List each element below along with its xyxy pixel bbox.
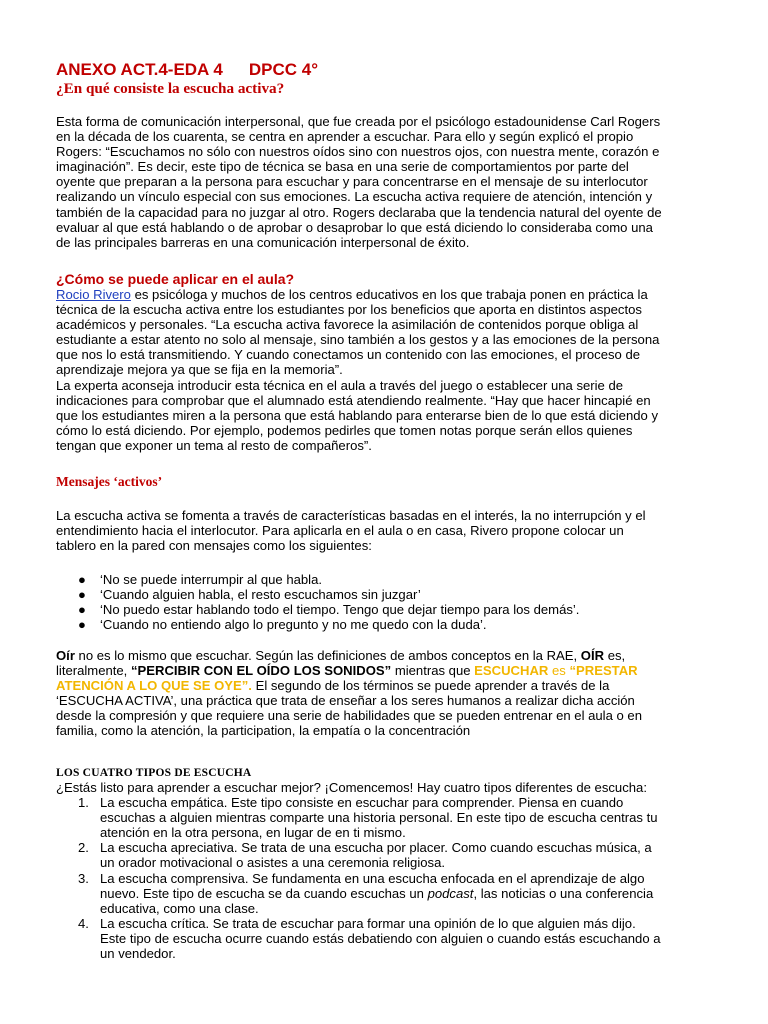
- text-span: literalmente,: [56, 663, 131, 679]
- text-line: oyente que preparan a la persona para escuchar y para concentrarse en el mensaje de su interlocutor: [56, 174, 648, 190]
- definition-oir: “PERCIBIR CON EL OÍDO LOS SONIDOS”: [130, 663, 392, 679]
- list-number: 2.: [78, 840, 89, 856]
- text-span: no es lo mismo que escuchar. Según las definiciones de ambos conceptos en la RAE,: [74, 648, 581, 663]
- text-line: familia, como la atención, la participation, la empatía o la concentración: [56, 723, 471, 739]
- text-line: que nos lo está transmitiendo. Y cuando conectamos un contenido con las emociones, el proceso de: [56, 347, 641, 363]
- list-item-text: [100, 886, 716, 901]
- list-item: [56, 587, 716, 602]
- list-item-text: Este tipo de escucha ocurre cuando estás debatiendo con alguien o cuando estás escuchando a: [100, 930, 661, 946]
- list-item-text: ‘No se puede interrumpir al que habla.: [100, 572, 322, 587]
- title-left: ANEXO ACT.4-EDA 4: [56, 60, 223, 79]
- text-line: académicos y personales. “La escucha activa favorece la asimilación de contenidos porque obliga al: [56, 317, 639, 333]
- text-span: mientras que: [391, 663, 475, 679]
- list-item-text: La escucha apreciativa. Se trata de una escucha por placer. Como cuando escuchas música, a: [100, 840, 652, 856]
- word-escuchar: ESCUCHAR: [474, 663, 549, 679]
- intro-paragraph: [56, 114, 716, 250]
- mensajes-section: [56, 474, 716, 490]
- list-item-text: La escucha empática. Este tipo consiste en escuchar para comprender. Piensa en cuando: [100, 795, 624, 811]
- text-line: Esta forma de comunicación interpersonal, que fue creada por el psicólogo estadounidense Carl Rogers: [56, 114, 661, 129]
- document-title: [56, 60, 318, 80]
- text-span: , las noticias o una conferencia: [473, 885, 654, 901]
- list-number: 1.: [78, 795, 89, 811]
- text-line: imaginación”. Es decir, este tipo de técnica se basa en una serie de comportamientos por parte del: [56, 159, 629, 175]
- text-line: que los estudiantes miren a la persona que está hablando para enterarse bien de lo que está diciendo y: [56, 407, 658, 423]
- list-item-text: educativa, como una clase.: [100, 900, 259, 916]
- text-line: aprendizaje mejora ya que se fija en la memoria”.: [56, 362, 343, 378]
- text-line: realizando un vínculo especial con sus emociones. La escucha activa requiere de atención, intención y: [56, 189, 653, 205]
- list-item-text: La escucha comprensiva. Se fundamenta en una escucha enfocada en el aprendizaje de algo: [100, 870, 645, 886]
- list-item-text: La escucha crítica. Se trata de escuchar para formar una opinión de lo que alguien más dijo.: [100, 915, 636, 931]
- list-item-text: un vendedor.: [100, 946, 176, 962]
- text-line: ¿Estás listo para aprender a escuchar mejor? ¡Comencemos! Hay cuatro tipos diferentes de escucha:: [56, 780, 647, 795]
- definition-escuchar-part1: “PRESTAR: [569, 663, 638, 679]
- text-line: desde la compresión y que requiere una serie de habilidades que se pueden entrenar en el aula o en: [56, 708, 642, 724]
- list-item: [56, 871, 716, 916]
- text-span: es psicóloga y muchos de los centros educativos en los que trabaja ponen en práctica la: [130, 287, 648, 302]
- list-item-text: ‘No puedo estar hablando todo el tiempo. Tengo que dejar tiempo para los demás’.: [100, 602, 580, 618]
- section-heading-tipos: LOS CUATRO TIPOS DE ESCUCHA: [56, 767, 252, 779]
- list-item: [56, 840, 716, 870]
- list-item: [56, 602, 716, 617]
- list-item: [56, 572, 716, 587]
- word-oir-caps: OÍR: [580, 648, 605, 663]
- list-item-text: ‘Cuando alguien habla, el resto escuchamos sin juzgar’: [100, 587, 421, 603]
- text-line: Rogers: “Escuchamos no sólo con nuestros oídos sino con nuestros ojos, con nuestra mente, corazón e: [56, 144, 660, 160]
- list-item: [56, 916, 716, 961]
- list-item-text: escuchas a alguien mientras comparte una historia personal. En este tipo de escucha centras tu: [100, 810, 658, 826]
- mensajes-paragraph: [56, 508, 716, 553]
- text-line: [56, 648, 716, 663]
- definition-escuchar-part2: ATENCIÓN A LO QUE SE OYE”.: [56, 678, 252, 694]
- list-item-text: ‘Cuando no entiendo algo lo pregunto y no me quedo con la duda’.: [100, 617, 487, 633]
- list-item-text: atención en la otra persona, en lugar de en ti mismo.: [100, 825, 406, 841]
- text-line: cómo lo está diciendo. Por ejemplo, podemos pedirles que tomen notas porque serán ellos quienes: [56, 422, 633, 438]
- text-line: estudiante a estar atento no solo al mensaje, sino también a los gestos y a las emociones de la persona: [56, 332, 660, 348]
- list-item-text: un orador motivacional o asistes a una ceremonia religiosa.: [100, 855, 445, 871]
- text-line: La escucha activa se fomenta a través de características basadas en el interés, la no interrupción y el: [56, 508, 646, 523]
- text-line: entendimiento hacia el interlocutor. Para aplicarla en el aula o en casa, Rivero propone colocar un: [56, 523, 624, 539]
- tipos-numbered-list: [56, 795, 716, 961]
- text-line: técnica de la escucha activa entre los estudiantes por los beneficios que aporta en distintos aspectos: [56, 302, 642, 318]
- text-span: nuevo. Este tipo de escucha se da cuando escuchas un: [100, 885, 428, 901]
- word-oir: Oír: [56, 648, 75, 663]
- tipos-section: [56, 766, 716, 961]
- bullet-icon: ●: [78, 602, 86, 618]
- rocio-rivero-link[interactable]: Rocio Rivero: [56, 287, 131, 302]
- oir-paragraph: [56, 648, 716, 739]
- text-line: [56, 678, 716, 693]
- section-heading-aula: ¿Cómo se puede aplicar en el aula?: [56, 271, 295, 287]
- text-line: también de la capacidad para no juzgar al otro. Rogers declaraba que la tendencia natural del oyente de: [56, 204, 662, 220]
- mensajes-bullet-list: [56, 572, 716, 632]
- text-span: El segundo de los términos se puede aprender a través de la: [251, 678, 610, 694]
- podcast-emphasis: podcast: [427, 885, 474, 901]
- list-item: [56, 795, 716, 840]
- text-line: evaluar al que está hablando o de aprobar o desaprobar lo que está diciendo lo consideraba como una: [56, 219, 653, 235]
- document-subtitle: ¿En qué consiste la escucha activa?: [56, 80, 285, 97]
- text-line: [56, 663, 716, 678]
- bullet-icon: ●: [78, 617, 86, 633]
- text-line: indicaciones para comprobar que el alumnado está atendiendo realmente. “Hay que hacer hincapié en: [56, 392, 651, 408]
- text-line: ‘ESCUCHA ACTIVA’, una práctica que trata de enseñar a los seres humanos a realizar dicha acción: [56, 693, 635, 709]
- text-line: La experta aconseja introducir esta técnica en el aula a través del juego o establecer una serie de: [56, 377, 624, 393]
- text-line: tablero en la pared con mensajes como los siguientes:: [56, 538, 372, 554]
- title-right: DPCC 4°: [248, 60, 319, 79]
- bullet-icon: ●: [78, 572, 86, 587]
- text-line: en la década de los cuarenta, se centra en aprender a escuchar. Para ello y según explicó el propio: [56, 129, 634, 145]
- bullet-icon: ●: [78, 587, 86, 603]
- list-number: 4.: [78, 915, 89, 931]
- text-span: es,: [604, 648, 626, 663]
- list-item: [56, 617, 716, 632]
- text-line: tengan que exponer un tema al resto de compañeros”.: [56, 437, 372, 453]
- text-span: es: [548, 663, 570, 679]
- aula-section: [56, 271, 716, 453]
- section-heading-mensajes: Mensajes ‘activos’: [56, 474, 163, 489]
- text-line: [56, 287, 716, 302]
- list-number: 3.: [78, 870, 89, 886]
- text-line: de las principales barreras en una comunicación interpersonal de éxito.: [56, 234, 470, 250]
